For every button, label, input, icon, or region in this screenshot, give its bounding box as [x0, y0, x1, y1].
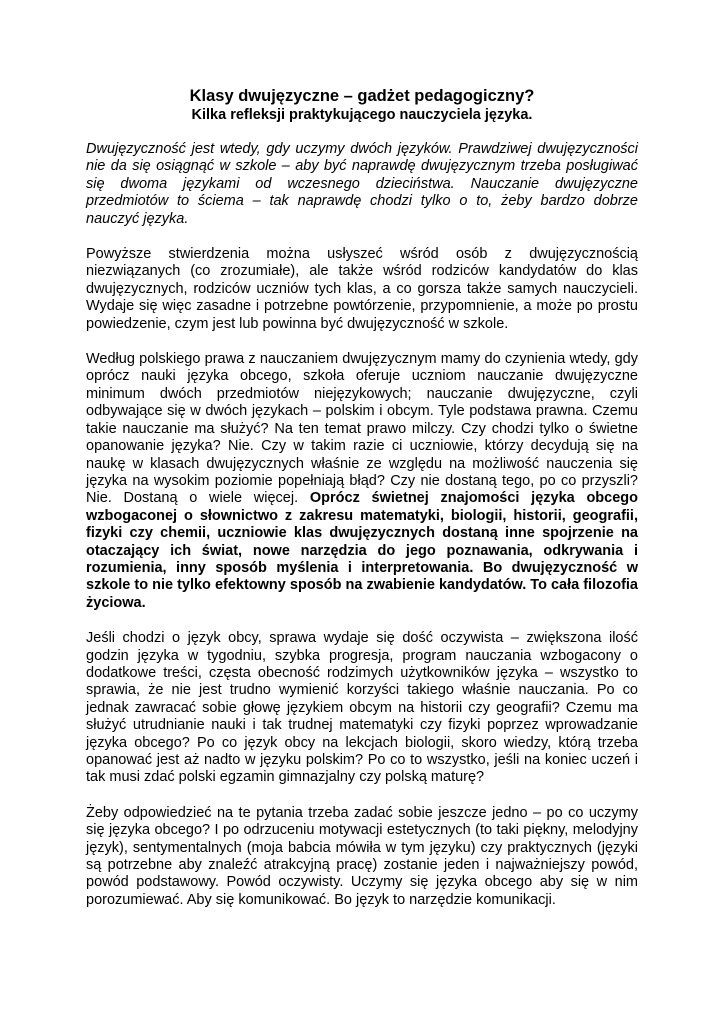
paragraph-2-text: Według polskiego prawa z nauczaniem dwujęzycznym mamy do czynienia wtedy, gdy oprócz nauki języka obcego, szkoła oferuje uczniom nauczanie dwujęzyczne minimum dwóch przedmiotów niejęzykowych; nauczanie dwujęzyczne, czyli odbywające się w dwóch językach – polskim i obcym. Tyle podstawa prawna. Czemu takie nauczanie ma służyć? Na ten temat prawo milczy. Czy chodzi tylko o świetne opanowanie języka? Nie. Czy w takim razie ci uczniowie, którzy decydują się na naukę w klasach dwujęzycznych właśnie ze względu na możliwość nauczenia się języka na wysokim poziomie popełniają błąd? Czy nie dostaną tego, po co przyszli? Nie. Dostaną o wiele więcej.	[86, 351, 638, 507]
paragraph-4: Żeby odpowiedzieć na te pytania trzeba zadać sobie jeszcze jedno – po co uczymy się języka obcego? I po odrzuceniu motywacji estetycznych (to taki piękny, melodyjny język), sentymentalnych (moja babcia mówiła w tym języku) czy praktycznych (języki są potrzebne aby znaleźć atrakcyjną pracę) zostanie jeden i najważniejszy powód, powód podstawowy. Powód oczywisty. Uczymy się języka obcego aby się w nim porozumiewać. Aby się komunikować. Bo język to narzędzie komunikacji.	[86, 804, 638, 908]
paragraph-2-bold-text: Oprócz świetnej znajomości języka obcego wzbogaconej o słownictwo z zakresu matematyki, biologii, historii, geografii, fizyki czy chemii, uczniowie klas dwujęzycznych dostaną inne spojrzenie na otaczający ich świat, nowe narzędzia do jego poznawania, odkrywania i rozumienia, inny sposób myślenia i interpretowania. Bo dwujęzyczność w szkole to nie tylko efektowny sposób na zwabienie kandydatów. To cała filozofia życiowa.	[86, 490, 639, 611]
document-subtitle: Kilka refleksji praktykującego nauczyciela języka.	[191, 107, 533, 123]
paragraph-3: Jeśli chodzi o język obcy, sprawa wydaje się dość oczywista – zwiększona ilość godzin języka w tygodniu, szybka progresja, program nauczania wzbogacony o dodatkowe treści, częsta obecność rodzimych użytkowników języka – wszystko to sprawia, że nie jest trudno wymienić korzyści takiego właśnie nauczania. Po co jednak zawracać sobie głowę językiem obcym na historii czy geografii? Czemu ma służyć utrudnianie nauki i tak trudnej matematyki czy fizyki poprzez wprowadzanie języka obcego? Po co język obcy na lekcjach biologii, skoro wiedzy, którą trzeba opanować jest aż nadto w języku polskim? Po co to wszystko, jeśli na koniec uczeń i tak musi zdać polski egzamin gimnazjalny czy polską maturę?	[86, 630, 638, 786]
paragraph-2	[86, 351, 638, 612]
document-title: Klasy dwujęzyczne – gadżet pedagogiczny?	[189, 87, 535, 105]
intro-paragraph: Dwujęzyczność jest wtedy, gdy uczymy dwóch języków. Prawdziwej dwujęzyczności nie da się osiągnąć w szkole – aby być naprawdę dwujęzycznym trzeba posługiwać się dwoma językami od wczesnego dzieciństwa. Nauczanie dwujęzyczne przedmiotów to ściema – tak naprawdę chodzi tylko o to, żeby bardzo dobrze nauczyć języka.	[86, 141, 638, 227]
document-page	[86, 86, 638, 909]
paragraph-1: Powyższe stwierdzenia można usłyszeć wśród osób z dwujęzycznością niezwiązanych (co zrozumiałe), ale także wśród rodziców kandydatów do klas dwujęzycznych, rodziców uczniów tych klas, a co gorsza także samych nauczycieli. Wydaje się więc zasadne i potrzebne powtórzenie, przypomnienie, a może po prostu powiedzenie, czym jest lub powinna być dwujęzyczność w szkole.	[86, 246, 638, 332]
